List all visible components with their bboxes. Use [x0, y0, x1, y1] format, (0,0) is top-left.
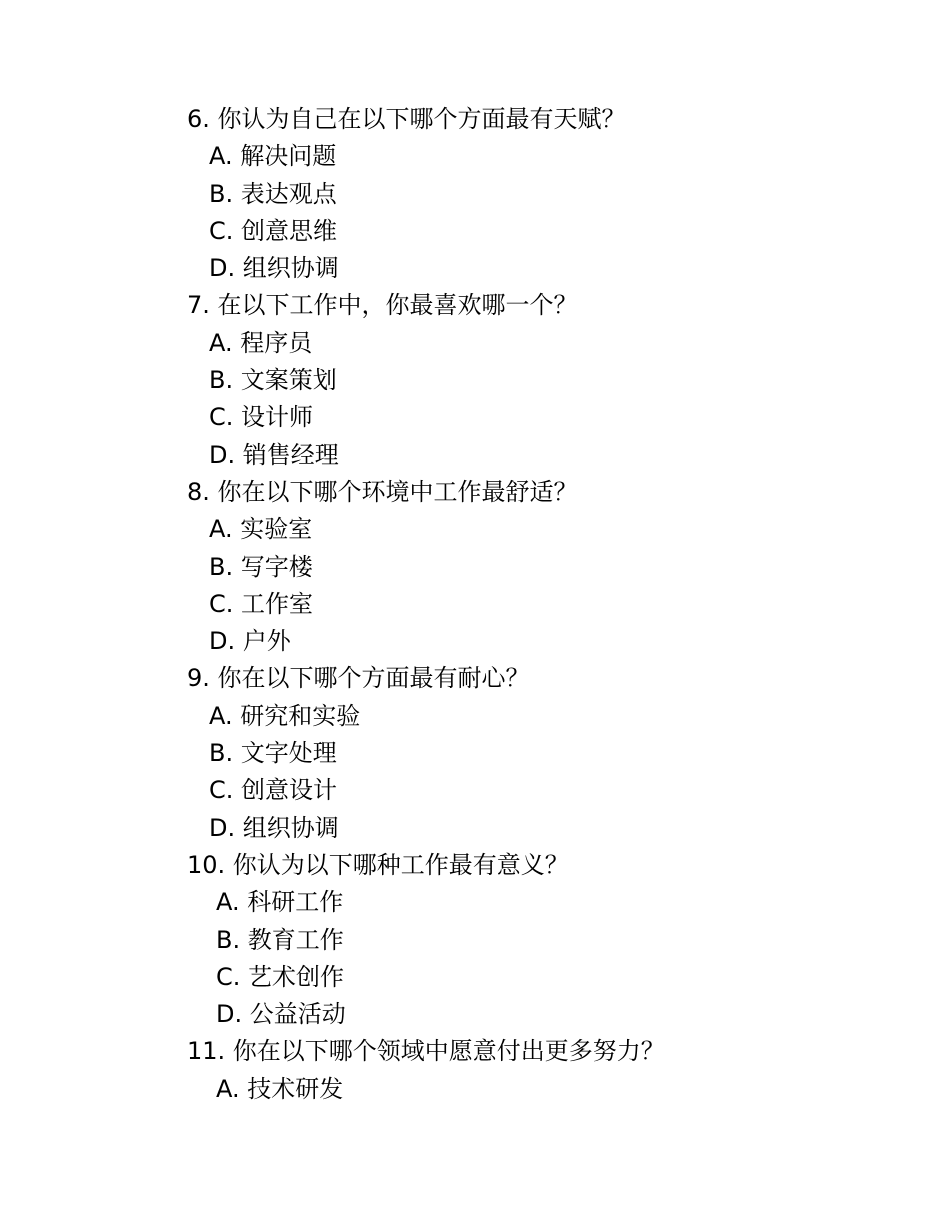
q6-option-b: B. 表达观点	[209, 179, 337, 208]
q8-option-b: B. 写字楼	[209, 552, 313, 581]
questionnaire-body	[187, 101, 887, 1108]
q9-option-c: C. 创意设计	[209, 776, 338, 805]
q7-option-b: B. 文案策划	[209, 366, 337, 395]
question-9: 9. 你在以下哪个方面最有耐心？	[187, 664, 530, 693]
q9-option-d: D. 组织协调	[209, 813, 339, 842]
q8-option-d: D. 户外	[209, 627, 291, 656]
q10-option-c: C. 艺术创作	[216, 962, 345, 991]
q10-option-d: D. 公益活动	[216, 1000, 346, 1029]
q7-option-d: D. 销售经理	[209, 440, 339, 469]
question-6: 6. 你认为自己在以下哪个方面最有天赋？	[187, 105, 626, 133]
q6-option-d: D. 组织协调	[209, 254, 339, 283]
q7-option-c: C. 设计师	[209, 403, 314, 432]
q8-option-a: A. 实验室	[209, 515, 313, 544]
q6-option-a: A. 解决问题	[209, 142, 337, 171]
q10-option-b: B. 教育工作	[216, 925, 344, 954]
question-11: 11. 你在以下哪个领域中愿意付出更多努力？	[187, 1037, 665, 1066]
q9-option-a: A. 研究和实验	[209, 701, 361, 730]
q8-option-c: C. 工作室	[209, 589, 314, 618]
q9-option-b: B. 文字处理	[209, 739, 337, 768]
q10-option-a: A. 科研工作	[216, 888, 344, 917]
q11-option-a: A. 技术研发	[216, 1074, 344, 1103]
q7-option-a: A. 程序员	[209, 328, 313, 357]
q6-option-c: C. 创意思维	[209, 216, 338, 245]
question-10: 10. 你认为以下哪种工作最有意义？	[187, 850, 569, 879]
question-8: 8. 你在以下哪个环境中工作最舒适？	[187, 477, 578, 506]
question-7: 7. 在以下工作中，你最喜欢哪一个？	[187, 291, 578, 320]
